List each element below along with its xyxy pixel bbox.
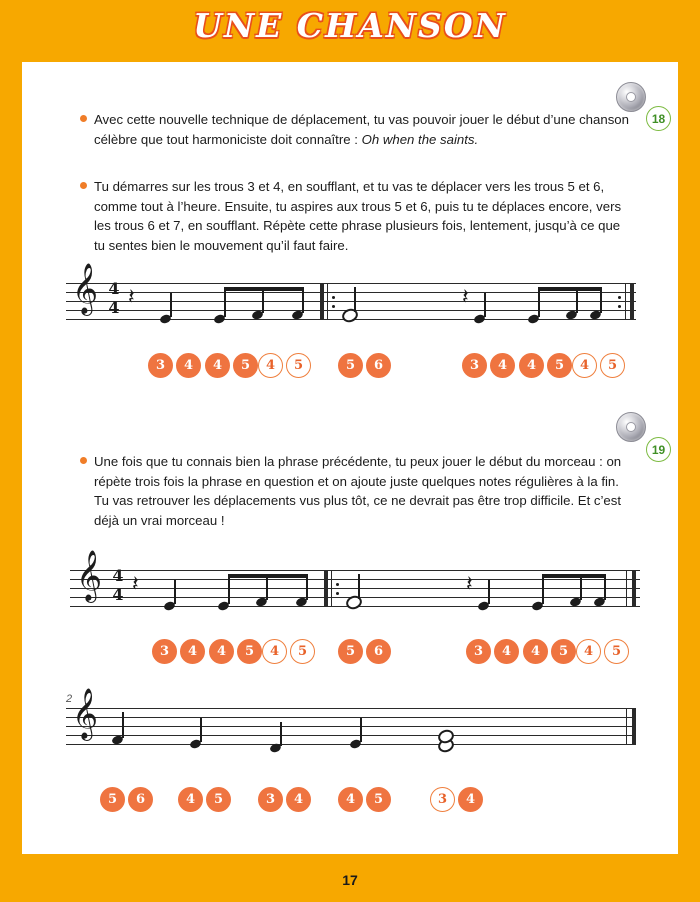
rest-symbol: 𝄽	[128, 285, 135, 310]
note-beam	[228, 574, 308, 578]
hole-group	[519, 353, 572, 378]
note-stem	[280, 722, 282, 746]
note-stem	[538, 291, 540, 317]
hole-group	[258, 787, 311, 812]
note-stem	[604, 574, 606, 600]
paragraph-3	[94, 452, 630, 530]
music-staff-1	[66, 263, 636, 329]
hole-number: 4	[258, 353, 283, 378]
hole-group	[523, 639, 576, 664]
repeat-barline	[324, 570, 328, 607]
page-title: UNE CHANSON	[193, 6, 507, 45]
cd-hole-icon	[626, 92, 636, 102]
hole-group	[576, 639, 629, 664]
note-stem	[200, 718, 202, 742]
barline	[626, 570, 627, 607]
hole-number: 4	[572, 353, 597, 378]
hole-number: 5	[338, 353, 363, 378]
hole-number: 4	[178, 787, 203, 812]
music-staff-3	[66, 688, 636, 754]
note-stem	[600, 287, 602, 313]
hole-number: 4	[209, 639, 234, 664]
treble-clef-icon: 𝄞	[72, 688, 99, 739]
note-beam	[542, 574, 606, 578]
hole-number: 5	[338, 639, 363, 664]
hole-number: 5	[604, 639, 629, 664]
cd-track-number: 19	[646, 437, 671, 462]
paragraph-2-text: Tu démarres sur les trous 3 et 4, en soufflant, et tu vas te déplacer vers les trous 5 et 6, comme tout à l’heure. Ensuite, tu aspires aux trous 5 et 6, puis tu te déplaces encore, vers les trous 6 et 7, en soufflant. Répète cette phrase plusieurs fois, lentement, jusqu’à ce que tu sentes bien le mouvement qu’il faut faire.	[94, 179, 622, 253]
note-stem	[266, 574, 268, 600]
hole-number: 4	[262, 639, 287, 664]
hole-number: 5	[551, 639, 576, 664]
note-stem	[262, 287, 264, 313]
time-signature-bottom: 4	[112, 585, 124, 604]
hole-number: 4	[490, 353, 515, 378]
hole-number: 4	[523, 639, 548, 664]
repeat-barline-thin	[331, 570, 332, 607]
repeat-barline-thin	[625, 283, 626, 320]
hole-group	[338, 639, 391, 664]
hole-group	[209, 639, 262, 664]
hole-group	[262, 639, 315, 664]
hole-group	[462, 353, 515, 378]
measure-number: 2	[66, 693, 73, 705]
cd-hole-icon	[626, 422, 636, 432]
note-stem	[576, 287, 578, 313]
right-margin-band	[678, 0, 700, 902]
hole-number: 5	[206, 787, 231, 812]
repeat-barline-thin	[327, 283, 328, 320]
note-stem	[122, 712, 124, 738]
hole-number: 5	[600, 353, 625, 378]
hole-group	[205, 353, 258, 378]
note-stem	[542, 578, 544, 604]
hole-number: 4	[205, 353, 230, 378]
treble-clef-icon: 𝄞	[76, 550, 103, 601]
rest-symbol: 𝄽	[462, 285, 469, 310]
repeat-barline	[630, 283, 634, 320]
note-stem	[358, 574, 360, 599]
note-beam	[538, 287, 602, 291]
hole-group	[100, 787, 153, 812]
hole-group	[338, 787, 391, 812]
hole-number: 3	[430, 787, 455, 812]
paragraph-1	[94, 110, 630, 149]
hole-number: 3	[462, 353, 487, 378]
hole-number: 5	[547, 353, 572, 378]
hole-number: 3	[148, 353, 173, 378]
repeat-dot	[618, 305, 621, 308]
time-signature-top: 4	[112, 566, 124, 585]
hole-number: 5	[366, 787, 391, 812]
rest-symbol: 𝄽	[466, 572, 473, 597]
hole-number: 4	[458, 787, 483, 812]
hole-number-row-1	[0, 353, 700, 377]
hole-number: 6	[366, 639, 391, 664]
hole-number: 6	[128, 787, 153, 812]
hole-number: 5	[286, 353, 311, 378]
hole-number: 5	[237, 639, 262, 664]
note-stem	[580, 574, 582, 600]
hole-number: 3	[466, 639, 491, 664]
hole-number: 4	[338, 787, 363, 812]
note-beam	[224, 287, 304, 291]
hole-group	[178, 787, 231, 812]
repeat-dot	[332, 305, 335, 308]
treble-clef-icon: 𝄞	[72, 263, 99, 314]
bullet-icon	[80, 182, 87, 189]
hole-group	[148, 353, 201, 378]
hole-number: 4	[494, 639, 519, 664]
rest-symbol: 𝄽	[132, 572, 139, 597]
note-stem	[174, 580, 176, 604]
cd-icon	[614, 82, 650, 112]
hole-number: 5	[100, 787, 125, 812]
hole-number: 4	[519, 353, 544, 378]
note-stem	[484, 293, 486, 317]
time-signature-top: 4	[108, 279, 120, 298]
music-staff-2	[70, 550, 640, 616]
note-stem	[354, 287, 356, 312]
note-stem	[360, 718, 362, 742]
page-number: 17	[342, 872, 358, 888]
repeat-barline	[320, 283, 324, 320]
repeat-dot	[618, 296, 621, 299]
paragraph-3-text: Une fois que tu connais bien la phrase précédente, tu peux jouer le début du morceau : on répète trois fois la phrase en question et on ajoute juste quelques notes régulières à la fin. Tu vas retrouver les déplacements vus plus tôt, ce ne devrait pas être trop difficile. Et c’est déjà un vrai morceau !	[94, 454, 622, 528]
hole-group	[572, 353, 625, 378]
hole-number: 3	[258, 787, 283, 812]
hole-group	[466, 639, 519, 664]
hole-number: 3	[152, 639, 177, 664]
left-margin-band	[0, 0, 22, 902]
note-stem	[228, 578, 230, 604]
cd-track-number: 18	[646, 106, 671, 131]
hole-number: 6	[366, 353, 391, 378]
barline	[626, 708, 627, 745]
hole-number: 5	[290, 639, 315, 664]
cd-icon	[614, 412, 650, 442]
final-barline	[632, 708, 636, 745]
hole-number: 4	[176, 353, 201, 378]
bullet-icon	[80, 115, 87, 122]
paragraph-1-text: Avec cette nouvelle technique de déplacement, tu vas pouvoir jouer le début d’une chanson célèbre que tout harmoniciste doit connaître : Oh when the saints.	[94, 112, 629, 147]
hole-number: 5	[233, 353, 258, 378]
hole-group	[338, 353, 391, 378]
hole-number: 4	[180, 639, 205, 664]
note-stem	[488, 580, 490, 604]
repeat-dot	[336, 592, 339, 595]
note-stem	[224, 291, 226, 317]
note-stem	[306, 574, 308, 600]
hole-number: 4	[576, 639, 601, 664]
final-barline	[632, 570, 636, 607]
note-stem	[170, 293, 172, 317]
repeat-dot	[332, 296, 335, 299]
hole-number: 4	[286, 787, 311, 812]
hole-group	[152, 639, 205, 664]
hole-number-row-3	[0, 787, 700, 811]
paragraph-2	[94, 177, 630, 255]
hole-number-row-2	[0, 639, 700, 663]
hole-group	[258, 353, 311, 378]
time-signature-bottom: 4	[108, 298, 120, 317]
bullet-icon	[80, 457, 87, 464]
note-stem	[302, 287, 304, 313]
hole-group	[430, 787, 483, 812]
repeat-dot	[336, 583, 339, 586]
